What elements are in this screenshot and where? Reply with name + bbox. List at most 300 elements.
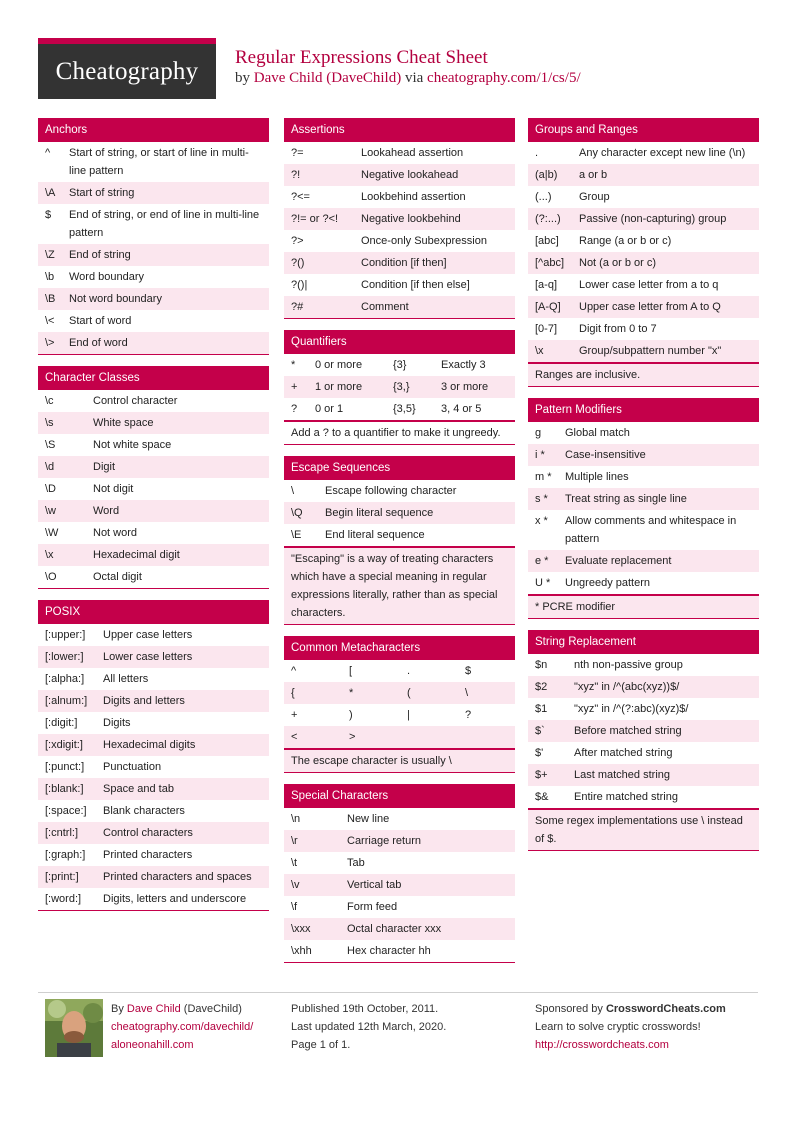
table-row <box>284 874 515 896</box>
metacharacter-cell: ^ <box>291 665 297 677</box>
row-key: $' <box>535 747 544 759</box>
row-value: Negative lookbehind <box>361 213 461 225</box>
row-value: After matched string <box>574 747 673 759</box>
row-value: Digits <box>103 717 131 729</box>
row-value: Passive (non-capturing) group <box>579 213 727 225</box>
table-row <box>284 502 515 524</box>
escape-note: "Escaping" is a way of treating characters which have a special meaning in regular expressions literally, rather than as special characters. <box>284 546 515 624</box>
table-row <box>528 676 759 698</box>
row-key: $+ <box>535 769 548 781</box>
section-title: String Replacement <box>528 630 759 654</box>
row-value: Before matched string <box>574 725 682 737</box>
metacharacter-cell: [ <box>349 665 353 677</box>
row-key: ^ <box>45 147 51 159</box>
footer-author-handle: (DaveChild) <box>183 1003 242 1015</box>
row-value: Lookahead assertion <box>361 147 464 159</box>
row-key: \d <box>45 461 55 473</box>
row-key: $2 <box>535 681 548 693</box>
section-special-characters <box>284 784 515 963</box>
section-title: Common Metacharacters <box>284 636 515 660</box>
table-row <box>38 478 269 500</box>
table-row <box>38 778 269 800</box>
metacharacters-note: The escape character is usually \ <box>284 748 515 772</box>
table-row <box>284 480 515 502</box>
row-value: Lower case letter from a to q <box>579 279 719 291</box>
table-row <box>38 800 269 822</box>
page-subtitle <box>235 70 581 87</box>
by-label: By <box>111 1003 124 1015</box>
table-row <box>528 654 759 676</box>
footer-sponsor <box>535 1000 726 1054</box>
table-row <box>528 720 759 742</box>
table-row <box>284 896 515 918</box>
row-value: "xyz" in /^(abc(xyz))$/ <box>574 681 680 693</box>
row-value: Word boundary <box>69 271 145 283</box>
row-cell: {3} <box>393 359 407 371</box>
row-key: \t <box>291 857 298 869</box>
row-value: Allow comments and whitespace in pattern <box>565 515 737 545</box>
row-value: End of string, or end of line in multi-line pattern <box>69 209 260 239</box>
metacharacter-cell: + <box>291 709 298 721</box>
author-link[interactable]: Dave Child (DaveChild) <box>253 70 402 86</box>
section-anchors <box>38 118 269 355</box>
row-value: Printed characters and spaces <box>103 871 252 883</box>
section-quantifiers <box>284 330 515 445</box>
page-number: Page 1 of 1. <box>291 1039 351 1051</box>
sponsor-tagline: Learn to solve cryptic crosswords! <box>535 1021 701 1033</box>
row-value: Lower case letters <box>103 651 193 663</box>
footer-site-link[interactable]: aloneonahill.com <box>111 1039 194 1051</box>
table-row <box>284 852 515 874</box>
metacharacter-cell: \ <box>465 687 469 699</box>
updated-date: Last updated 12th March, 2020. <box>291 1021 447 1033</box>
row-value: Control character <box>93 395 178 407</box>
row-key: ?() <box>291 257 305 269</box>
table-row <box>38 456 269 478</box>
by-prefix: by <box>235 70 250 86</box>
table-row <box>38 544 269 566</box>
row-value: Entire matched string <box>574 791 678 803</box>
row-key: m * <box>535 471 552 483</box>
table-row <box>38 310 269 332</box>
row-value: White space <box>93 417 154 429</box>
metacharacter-cell: < <box>291 731 298 743</box>
section-character-classes <box>38 366 269 589</box>
row-key: [abc] <box>535 235 559 247</box>
metacharacter-cell: $ <box>465 665 472 677</box>
column-3 <box>528 118 759 862</box>
row-key: [a-q] <box>535 279 558 291</box>
row-value: Global match <box>565 427 630 439</box>
row-cell: Exactly 3 <box>441 359 486 371</box>
row-key: \A <box>45 187 56 199</box>
table-row <box>528 466 759 488</box>
row-key: $ <box>45 209 52 221</box>
row-value: End of string <box>69 249 131 261</box>
row-value: Treat string as single line <box>565 493 687 505</box>
table-row <box>528 252 759 274</box>
table-row <box>528 786 759 808</box>
table-row <box>38 646 269 668</box>
table-row <box>38 712 269 734</box>
table-row <box>528 230 759 252</box>
row-key: (?:...) <box>535 213 561 225</box>
row-value: Condition [if then else] <box>361 279 470 291</box>
section-pattern-modifiers <box>528 398 759 619</box>
table-row <box>528 164 759 186</box>
row-key: [:alnum:] <box>45 695 88 707</box>
table-row <box>38 204 269 244</box>
row-key: [:digit:] <box>45 717 78 729</box>
row-key: [:graph:] <box>45 849 86 861</box>
row-key: \xhh <box>291 945 312 957</box>
table-row <box>528 340 759 362</box>
sponsored-label: Sponsored by <box>535 1003 603 1015</box>
row-cell: + <box>291 381 298 393</box>
sponsor-line <box>535 1000 726 1018</box>
row-cell: 1 or more <box>315 381 363 393</box>
metacharacter-cell: ? <box>465 709 472 721</box>
row-key: \< <box>45 315 55 327</box>
table-row <box>528 550 759 572</box>
row-cell: {3,5} <box>393 403 416 415</box>
row-value: Digit <box>93 461 116 473</box>
metacharacter-cell: ) <box>349 709 353 721</box>
row-key: \w <box>45 505 56 517</box>
table-row <box>38 522 269 544</box>
row-value: Range (a or b or c) <box>579 235 672 247</box>
table-row <box>284 524 515 546</box>
section-title: Character Classes <box>38 366 269 390</box>
row-key: \xxx <box>291 923 311 935</box>
row-key: ?# <box>291 301 304 313</box>
row-value: Ungreedy pattern <box>565 577 650 589</box>
row-key: [:xdigit:] <box>45 739 83 751</box>
row-value: Comment <box>361 301 409 313</box>
table-row <box>38 288 269 310</box>
row-cell: 3 or more <box>441 381 489 393</box>
row-key: \v <box>291 879 300 891</box>
table-row <box>284 830 515 852</box>
row-value: Not digit <box>93 483 134 495</box>
metacharacter-cell: > <box>349 731 356 743</box>
table-row <box>528 186 759 208</box>
row-key: \Z <box>45 249 55 261</box>
section-title: POSIX <box>38 600 269 624</box>
row-key: [:punct:] <box>45 761 85 773</box>
table-row <box>528 422 759 444</box>
row-key: (...) <box>535 191 552 203</box>
row-key: (a|b) <box>535 169 558 181</box>
table-row <box>284 142 515 164</box>
table-row <box>284 208 515 230</box>
table-row <box>528 274 759 296</box>
row-value: Punctuation <box>103 761 162 773</box>
row-key: \S <box>45 439 56 451</box>
table-row <box>528 296 759 318</box>
row-key: [^abc] <box>535 257 565 269</box>
section-string-replacement <box>528 630 759 851</box>
row-cell: 3, 4 or 5 <box>441 403 482 415</box>
table-row <box>284 296 515 318</box>
row-key: x * <box>535 515 548 527</box>
row-cell: {3,} <box>393 381 410 393</box>
table-row <box>284 398 515 420</box>
table-row <box>38 690 269 712</box>
row-value: "xyz" in /^(?:abc)(xyz)$/ <box>574 703 689 715</box>
row-value: Digit from 0 to 7 <box>579 323 657 335</box>
row-value: Not word boundary <box>69 293 162 305</box>
table-row <box>38 390 269 412</box>
section-title: Special Characters <box>284 784 515 808</box>
row-value: Form feed <box>347 901 398 913</box>
row-value: Negative lookahead <box>361 169 459 181</box>
row-key: [:cntrl:] <box>45 827 79 839</box>
section-escape-sequences <box>284 456 515 625</box>
row-value: New line <box>347 813 390 825</box>
row-key: ?> <box>291 235 304 247</box>
row-key: e * <box>535 555 549 567</box>
section-title: Pattern Modifiers <box>528 398 759 422</box>
table-row <box>38 756 269 778</box>
row-value: Not white space <box>93 439 172 451</box>
row-value: Evaluate replacement <box>565 555 672 567</box>
table-row <box>284 726 515 748</box>
table-row <box>38 888 269 910</box>
row-key: [:upper:] <box>45 629 86 641</box>
table-row <box>284 660 515 682</box>
row-key: $` <box>535 725 545 737</box>
table-row <box>284 808 515 830</box>
table-row <box>284 682 515 704</box>
table-row <box>284 186 515 208</box>
groups-note: Ranges are inclusive. <box>528 362 759 386</box>
row-value: Octal character xxx <box>347 923 442 935</box>
row-value: Tab <box>347 857 365 869</box>
table-row <box>38 844 269 866</box>
row-cell: 0 or 1 <box>315 403 344 415</box>
row-key: \f <box>291 901 298 913</box>
table-row <box>528 444 759 466</box>
row-value: Begin literal sequence <box>325 507 434 519</box>
row-key: \r <box>291 835 298 847</box>
section-groups-ranges <box>528 118 759 387</box>
table-row <box>38 244 269 266</box>
row-key: [:alpha:] <box>45 673 85 685</box>
row-value: Not word <box>93 527 138 539</box>
row-key: [0-7] <box>535 323 558 335</box>
row-key: $n <box>535 659 548 671</box>
table-row <box>38 668 269 690</box>
row-key: i * <box>535 449 545 461</box>
table-row <box>38 866 269 888</box>
table-row <box>38 624 269 646</box>
modifiers-note: * PCRE modifier <box>528 594 759 618</box>
row-key: ?= <box>291 147 304 159</box>
row-key: \W <box>45 527 59 539</box>
row-key: s * <box>535 493 548 505</box>
table-row <box>528 510 759 550</box>
row-key: \B <box>45 293 56 305</box>
metacharacter-cell <box>407 728 465 746</box>
row-value: Once-only Subexpression <box>361 235 487 247</box>
row-value: All letters <box>103 673 149 685</box>
table-row <box>528 764 759 786</box>
row-value: Digits, letters and underscore <box>103 893 247 905</box>
row-key: [:lower:] <box>45 651 84 663</box>
row-value: Group <box>579 191 610 203</box>
row-key: \ <box>291 485 295 497</box>
row-key: \c <box>45 395 54 407</box>
row-value: Start of string, or start of line in multi-line pattern <box>69 147 249 177</box>
footer-author-line <box>111 1000 253 1018</box>
table-row <box>528 742 759 764</box>
table-row <box>38 734 269 756</box>
footer-divider <box>38 992 758 993</box>
section-title: Escape Sequences <box>284 456 515 480</box>
avatar-photo-icon <box>45 999 103 1057</box>
row-key: \D <box>45 483 56 495</box>
footer-profile-link[interactable]: cheatography.com/davechild/ <box>111 1021 254 1033</box>
row-value: Octal digit <box>93 571 142 583</box>
row-value: Digits and letters <box>103 695 185 707</box>
section-assertions <box>284 118 515 319</box>
table-row <box>284 918 515 940</box>
row-key: \> <box>45 337 55 349</box>
table-row <box>38 142 269 182</box>
row-value: Hex character hh <box>347 945 431 957</box>
row-cell: * <box>291 359 296 371</box>
footer-author-name-link[interactable]: Dave Child <box>126 1003 181 1015</box>
table-row <box>528 208 759 230</box>
table-row <box>38 500 269 522</box>
row-cell: 0 or more <box>315 359 363 371</box>
table-row <box>38 182 269 204</box>
table-row <box>284 252 515 274</box>
row-key: \E <box>291 529 302 541</box>
row-key: \Q <box>291 507 303 519</box>
author-avatar[interactable] <box>45 999 103 1057</box>
row-value: Space and tab <box>103 783 174 795</box>
table-row <box>38 822 269 844</box>
section-posix <box>38 600 269 911</box>
row-key: g <box>535 427 542 439</box>
row-value: Not (a or b or c) <box>579 257 657 269</box>
metacharacter-cell: ( <box>407 687 411 699</box>
row-value: Any character except new line (\n) <box>579 147 746 159</box>
section-metacharacters <box>284 636 515 773</box>
row-key: \x <box>45 549 54 561</box>
row-value: Lookbehind assertion <box>361 191 466 203</box>
row-key: U * <box>535 577 551 589</box>
row-key: [:blank:] <box>45 783 84 795</box>
row-key: [:word:] <box>45 893 82 905</box>
row-key: $& <box>535 791 549 803</box>
row-value: Hexadecimal digits <box>103 739 196 751</box>
table-row <box>284 230 515 252</box>
replacement-note: Some regex implementations use \ instead of $. <box>528 808 759 850</box>
row-key: \O <box>45 571 57 583</box>
row-value: Last matched string <box>574 769 670 781</box>
table-row <box>284 376 515 398</box>
table-row <box>38 266 269 288</box>
table-row <box>528 318 759 340</box>
row-key: \b <box>45 271 55 283</box>
section-title: Anchors <box>38 118 269 142</box>
row-value: Escape following character <box>325 485 457 497</box>
column-1 <box>38 118 269 922</box>
row-key: ?()| <box>291 279 308 291</box>
sponsor-url-link[interactable]: http://crosswordcheats.com <box>535 1039 669 1051</box>
table-row <box>284 274 515 296</box>
row-key: ?! <box>291 169 301 181</box>
row-value: End literal sequence <box>325 529 425 541</box>
cheatography-logo[interactable] <box>38 38 216 99</box>
footer-publish-info <box>291 1000 446 1054</box>
table-row <box>528 488 759 510</box>
table-row <box>38 332 269 354</box>
metacharacter-cell: | <box>407 709 410 721</box>
row-value: Group/subpattern number "x" <box>579 345 722 357</box>
footer-author <box>111 1000 253 1054</box>
row-key: [:space:] <box>45 805 87 817</box>
row-value: nth non-passive group <box>574 659 683 671</box>
page-title: Regular Expressions Cheat Sheet <box>235 47 488 68</box>
row-cell: ? <box>291 403 298 415</box>
section-title: Assertions <box>284 118 515 142</box>
row-key: \x <box>535 345 544 357</box>
row-key: . <box>535 147 539 159</box>
logo-text: Cheatography <box>55 57 199 85</box>
metacharacter-cell: { <box>291 687 295 699</box>
metacharacter-cell: * <box>349 687 354 699</box>
table-row <box>284 354 515 376</box>
table-row <box>38 566 269 588</box>
sheet-url-link[interactable]: cheatography.com/1/cs/5/ <box>427 70 581 86</box>
row-value: Control characters <box>103 827 193 839</box>
row-value: Upper case letter from A to Q <box>579 301 721 313</box>
row-key: [A-Q] <box>535 301 561 313</box>
metacharacter-cell <box>465 728 523 746</box>
table-row <box>284 940 515 962</box>
row-value: Blank characters <box>103 805 185 817</box>
table-row <box>528 572 759 594</box>
row-value: Case-insensitive <box>565 449 646 461</box>
row-key: ?<= <box>291 191 310 203</box>
row-value: Condition [if then] <box>361 257 447 269</box>
table-row <box>528 698 759 720</box>
table-row <box>38 412 269 434</box>
table-row <box>284 164 515 186</box>
row-value: a or b <box>579 169 608 181</box>
row-value: Vertical tab <box>347 879 402 891</box>
row-value: Printed characters <box>103 849 193 861</box>
row-value: Start of word <box>69 315 132 327</box>
row-key: ?!= or ?<! <box>291 213 339 225</box>
via-text: via <box>404 70 424 86</box>
row-key: $1 <box>535 703 548 715</box>
section-title: Quantifiers <box>284 330 515 354</box>
column-2 <box>284 118 515 974</box>
row-value: End of word <box>69 337 128 349</box>
table-row <box>528 142 759 164</box>
row-value: Carriage return <box>347 835 421 847</box>
row-value: Upper case letters <box>103 629 193 641</box>
sponsor-name: CrosswordCheats.com <box>605 1003 726 1015</box>
row-key: [:print:] <box>45 871 79 883</box>
row-key: \n <box>291 813 301 825</box>
row-value: Hexadecimal digit <box>93 549 180 561</box>
